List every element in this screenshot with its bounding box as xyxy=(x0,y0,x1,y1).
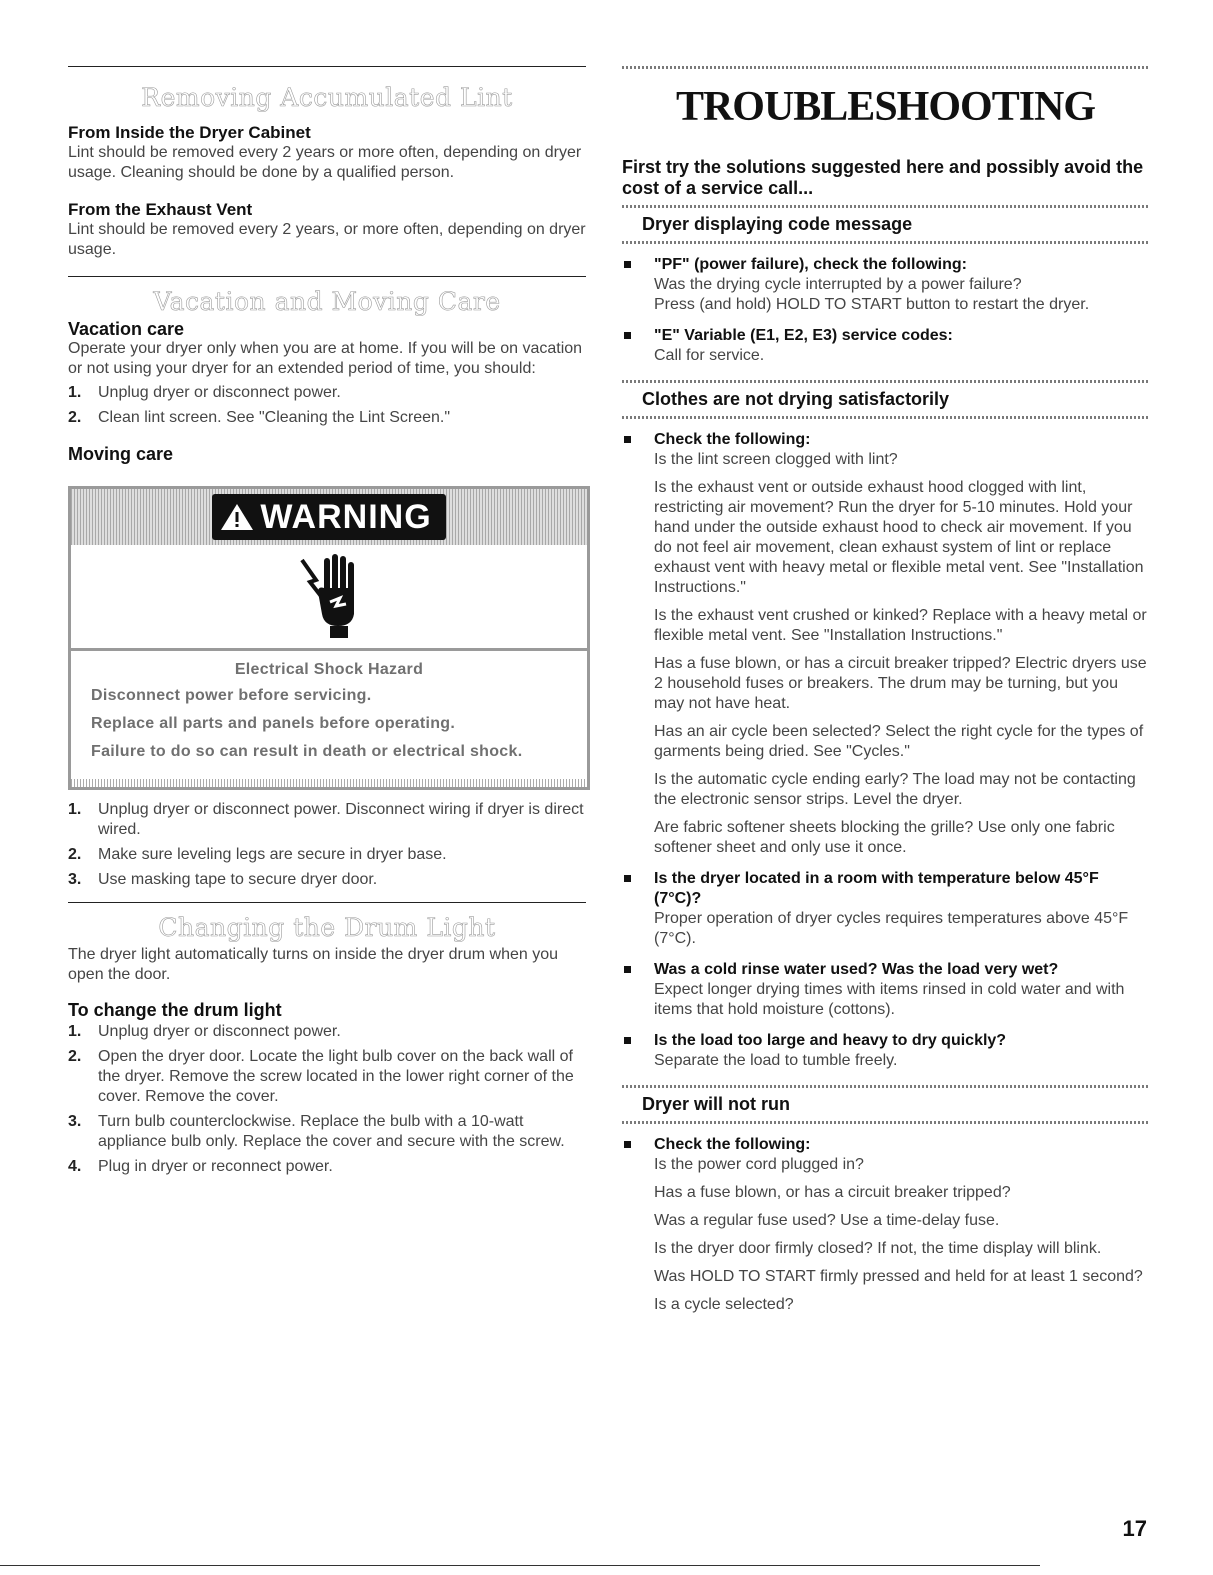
cabinet-heading: From Inside the Dryer Cabinet xyxy=(68,123,311,142)
bullet-item: Check the following: Is the lint screen clogged with lint? Is the exhaust vent or outside exhaust hood clogged with lint, restricting air movement? Run the dryer for 5-10 minutes. Hold your hand under the outside exhaust hood to check air movement. If you do not feel air movement, clean exhaust system of lint or replace exhaust vent with heavy metal or flexible metal vent. See "Installation Instructions." Is the exhaust vent crushed or kinked? Replace with a heavy metal or flexible metal vent. See "Installation Instructions." Has a fuse blown, or has a circuit breaker tripped? Electric dryers use 2 household fuses or breakers. The drum may be turning, but you may not have heat. Has an air cycle been selected? Select the right cycle for the types of garments being dried. See "Cycles." Is the automatic cycle ending early? The load may not be contacting the electronic sensor strips. Level the dryer. Are fabric softener sheets blocking the grille? Use only one fabric softener sheet and only use it once. xyxy=(622,430,1149,858)
warning-icon-area xyxy=(71,545,587,651)
dotted-divider xyxy=(622,1121,1149,1124)
warning-header xyxy=(71,489,587,545)
warning-footer xyxy=(71,779,587,787)
list-item: 1. Unplug dryer or disconnect power. Disconnect wiring if dryer is direct wired. xyxy=(68,801,584,838)
list-item: 3. Use masking tape to secure dryer door. xyxy=(68,871,378,888)
bullet-item: Was a cold rinse water used? Was the load very wet? Expect longer drying times with items rinsed in cold water and with items that hold moisture (cottons). xyxy=(622,960,1149,1020)
list-item: 4. Plug in dryer or reconnect power. xyxy=(68,1158,333,1175)
bullet-item: Check the following: Is the power cord plugged in? Has a fuse blown, or has a circuit breaker tripped? Was a regular fuse used? Use a time-delay fuse. Is the dryer door firmly closed? If not, the time display will blink. Was HOLD TO START firmly pressed and held for at least 1 second? Is a cycle selected? xyxy=(622,1135,1149,1315)
dotted-divider xyxy=(622,66,1149,69)
page-title: TROUBLESHOOTING xyxy=(675,84,1096,130)
lint-section-title: Removing Accumulated Lint xyxy=(141,83,513,112)
list-item: 1. Unplug dryer or disconnect power. xyxy=(68,384,341,401)
vacation-text: Operate your dryer only when you are at home. If you will be on vacation or not using your dryer for an extended period of time, you should: xyxy=(68,340,583,377)
bullet-item: "PF" (power failure), check the following: Was the drying cycle interrupted by a power failure? Press (and hold) HOLD TO START button to restart the dryer. xyxy=(622,255,1149,315)
not-drying-heading: Clothes are not drying satisfactorily xyxy=(642,389,950,409)
code-message-heading: Dryer displaying code message xyxy=(642,214,913,234)
page-number: 17 xyxy=(1122,1516,1147,1541)
bottom-rule xyxy=(0,1565,1040,1566)
section-divider xyxy=(68,276,586,277)
warning-line: Replace all parts and panels before operating. xyxy=(91,715,456,732)
right-column xyxy=(622,66,1149,1315)
moving-heading: Moving care xyxy=(68,444,174,464)
list-item: 1. Unplug dryer or disconnect power. xyxy=(68,1023,341,1040)
dotted-divider xyxy=(622,416,1149,419)
hazard-type: Electrical Shock Hazard xyxy=(234,661,424,678)
list-item: 3. Turn bulb counterclockwise. Replace the bulb with a 10-watt appliance bulb only. Replace the cover and secure with the screw. xyxy=(68,1113,565,1150)
drum-text: The dryer light automatically turns on inside the dryer drum when you open the door. xyxy=(68,946,559,983)
warning-line: Disconnect power before servicing. xyxy=(91,687,372,704)
list-item: 2. Clean lint screen. See "Cleaning the Lint Screen." xyxy=(68,409,451,426)
bullet-item: Is the load too large and heavy to dry quickly? Separate the load to tumble freely. xyxy=(622,1031,1149,1071)
electric-shock-hand-icon xyxy=(294,552,364,642)
moving-steps xyxy=(68,800,586,890)
bullet-item: Is the dryer located in a room with temperature below 45°F (7°C)? Proper operation of dryer cycles requires temperatures above 45°F (7°C). xyxy=(622,869,1149,949)
warning-line: Failure to do so can result in death or electrical shock. xyxy=(91,743,523,760)
left-column xyxy=(68,66,586,1182)
warning-label: WARNING xyxy=(212,494,445,540)
will-not-run-heading: Dryer will not run xyxy=(642,1094,791,1114)
list-item: 2. Make sure leveling legs are secure in dryer base. xyxy=(68,846,447,863)
section-divider xyxy=(68,902,586,903)
section-divider xyxy=(68,66,586,67)
vacation-steps xyxy=(68,383,586,428)
bullet-item: "E" Variable (E1, E2, E3) service codes: Call for service. xyxy=(622,326,1149,366)
vent-heading: From the Exhaust Vent xyxy=(68,200,253,219)
warning-triangle-icon xyxy=(220,502,254,532)
warning-box xyxy=(68,486,590,790)
vent-text: Lint should be removed every 2 years, or more often, depending on dryer usage. xyxy=(68,221,586,258)
vacation-heading: Vacation care xyxy=(68,319,185,339)
dotted-divider xyxy=(622,241,1149,244)
vacation-section-title: Vacation and Moving Care xyxy=(153,287,501,316)
troubleshooting-intro: First try the solutions suggested here and possibly avoid the cost of a service call... xyxy=(622,157,1144,198)
drum-heading: To change the drum light xyxy=(68,1000,282,1020)
drum-steps xyxy=(68,1022,586,1177)
cabinet-text: Lint should be removed every 2 years or more often, depending on dryer usage. Cleaning should be done by a qualified person. xyxy=(68,144,582,181)
drum-section-title: Changing the Drum Light xyxy=(158,913,496,942)
warning-body xyxy=(71,651,587,779)
list-item: 2. Open the dryer door. Locate the light bulb cover on the back wall of the dryer. Remove the screw located in the lower right corner of the cover. Remove the cover. xyxy=(68,1048,574,1105)
